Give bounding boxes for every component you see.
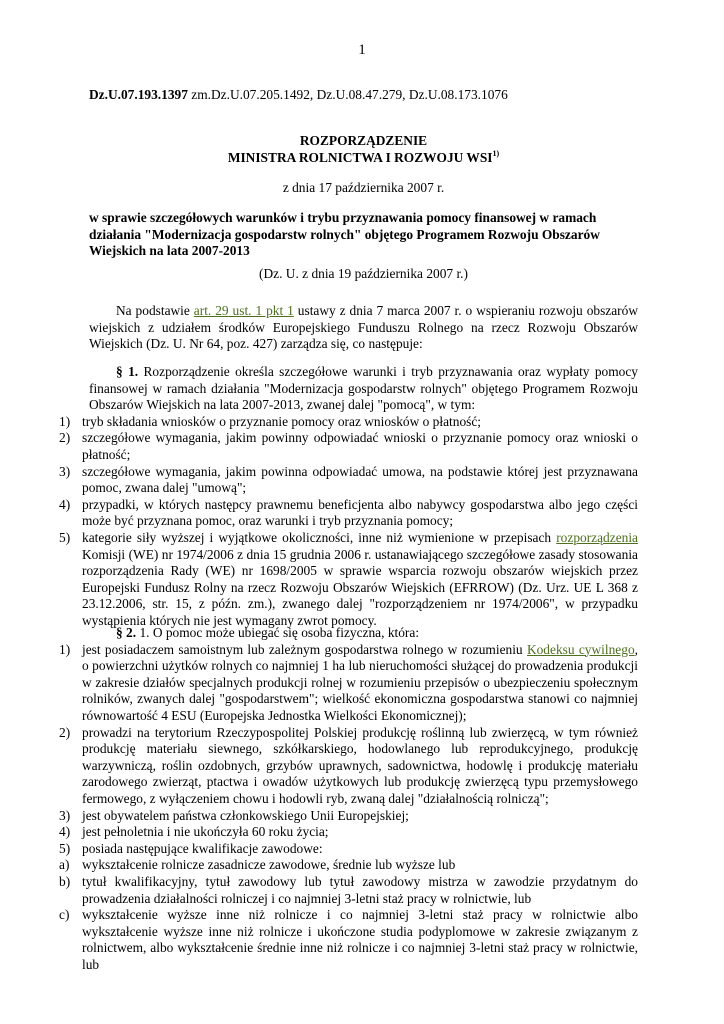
list-item: 2) prowadzi na terytorium Rzeczypospolitej Polskiej produkcję roślinną lub zwierzęcą, w tym również produkcję materiału siewnego, szkółkarskiego, hodowlanego lub reprodukcyjnego, produkcję warzywniczą, roślin ozdobnych, grzybów uprawnych, sadownictwa, hodowlę i produkcję materiału zarodowego zwierząt, ptactwa i owadów użytkowych lub produkcję zwierzęcą typu przemysłowego fermowego, z wyłączeniem chowu i hodowli ryb, zwaną dalej "działalnością rolniczą"; [59,724,638,806]
journal-ref-main: Dz.U.07.193.1397 [89,87,188,102]
legal-basis-link[interactable]: art. 29 ust. 1 pkt 1 [193,303,294,318]
title-line-1: ROZPORZĄDZENIE [299,133,428,148]
document-title [89,133,638,166]
publication-date: (Dz. U. z dnia 19 października 2007 r.) [259,266,468,281]
section-1-mark: § 1. [116,364,139,379]
journal-ref-amendments: zm.Dz.U.07.205.1492, Dz.U.08.47.279, Dz.U.08.173.1076 [187,87,508,102]
title-line-2: MINISTRA ROLNICTWA I ROZWOJU WSI$^{1)}$ [227,148,500,165]
section-1 [59,364,639,630]
journal-reference [89,87,638,104]
section-2 [59,625,638,973]
page-number: 1 [358,42,366,58]
section-2-intro: § 2. 1. O pomoc może ubiegać się osoba fizyczna, która: [116,625,420,640]
section-2-mark: § 2. [116,625,137,640]
civil-code-link[interactable]: Kodeksu cywilnego [526,641,635,657]
list-item: 2) szczegółowe wymagania, jakim powinny odpowiadać wnioski o przyznanie pomocy oraz wnioski o płatność; [59,430,638,462]
list-item: 1) tryb składania wniosków o przyznanie pomocy oraz wniosków o płatność; [59,413,482,429]
date-line: z dnia 17 października 2007 r. [282,180,445,195]
list-item: 4) przypadki, w których następcy prawnemu beneficjenta albo nabywcy gospodarstwa albo jego części może być przyznana pomoc, oraz warunki i tryb przyznania pomocy; [59,496,638,529]
list-item: 5) posiada następujące kwalifikacje zawodowe: [59,840,323,856]
footnote-mark: 1) [492,148,500,158]
list-item: c) wykształcenie wyższe inne niż rolnicze i co najmniej 3-letni staż pracy w rolnictwie albo wykształcenie wyższe inne niż rolnicze i ukończone studia podyplomowe w zakresie związanym z rolnictwem, albo wykształcenie średnie inne niż rolnicze i co najmniej 3-letni staż pracy w rolnictwie, lub [59,907,638,972]
legal-basis-paragraph: Na podstawie art. 29 ust. 1 pkt 1 ustawy z dnia 7 marca 2007 r. o wspieraniu rozwoju obszarów wiejskich z udziałem środków Europejskiego Funduszu Rolnego na rzecz Rozwoju Obszarów Wiejskich (Dz. U. Nr 64, poz. 427) zarządza się, co następuje: [89,303,639,352]
list-item: 5) kategorie siły wyższej i wyjątkowe okoliczności, inne niż wymienione w przepisach rozporządzenia Komisji (WE) nr 1974/2006 z dnia 15 grudnia 2006 r. ustanawiającego szczegółowe zasady stosowania rozporządzenia Rady (WE) nr 1698/2005 w sprawie wsparcia rozwoju obszarów wiejskich przez Europejski Fundusz Rolny na rzecz Rozwoju Obszarów Wiejskich (EFRROW) (Dz. Urz. UE L 368 z 23.12.2006, str. 15, z późn. zm.), zwanego dalej "rozporządzeniem nr 1974/2006", w przypadku wystąpienia których nie jest wymagany zwrot pomocy. [59,529,638,628]
list-item: 4) jest pełnoletnia i nie ukończyła 60 roku życia; [59,824,329,840]
document-subject: w sprawie szczegółowych warunków i trybu przyznawania pomocy finansowej w ramach działania "Modernizacja gospodarstw rolnych" objętego Programem Rozwoju Obszarów Wiejskich na lata 2007-2013 [89,210,600,259]
list-item: a) wykształcenie rolnicze zasadnicze zawodowe, średnie lub wyższe lub [59,857,456,873]
regulation-link[interactable]: rozporządzenia [556,529,638,545]
list-item: 3) jest obywatelem państwa członkowskiego Unii Europejskiej; [59,807,409,823]
list-item: 1) jest posiadaczem samoistnym lub zależnym gospodarstwa rolnego w rozumieniu Kodeksu cywilnego, o powierzchni użytków rolnych co najmniej 1 ha lub nieruchomości służącej do prowadzenia produkcji w zakresie działów specjalnych produkcji rolnej w rozumieniu przepisów o ubezpieczeniu społecznym rolników, zwanych dalej "gospodarstwem"; wielkość ekonomiczna gospodarstwa stanowi co najmniej równowartość 4 ESU (Europejska Jednostka Wielkości Ekonomicznej); [59,641,638,723]
list-item: b) tytuł kwalifikacyjny, tytuł zawodowy lub tytuł zawodowy mistrza w zawodzie przydatnym do prowadzenia działalności rolniczej i co najmniej 3-letni staż pracy w rolnictwie, lub [59,873,638,906]
list-item: 3) szczegółowe wymagania, jakim powinna odpowiadać umowa, na podstawie której jest przyznawana pomoc, zwana dalej "umową"; [59,463,638,496]
section-1-intro: § 1. Rozporządzenie określa szczegółowe warunki i tryb przyznawania oraz wypłaty pomocy finansowej w ramach działania "Modernizacja gospodarstw rolnych" objętego Programem Rozwoju Obszarów Wiejskich na lata 2007-2013, zwanej dalej "pomocą", w tym: [89,364,639,413]
